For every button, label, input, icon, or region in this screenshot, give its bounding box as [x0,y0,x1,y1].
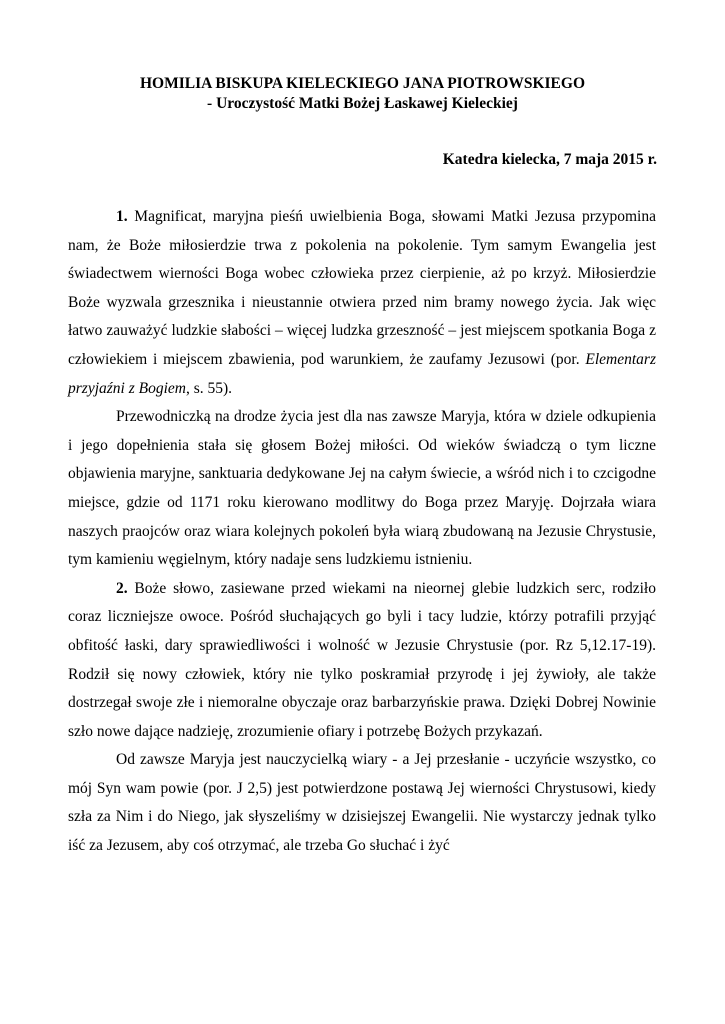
homily-subtitle: - Uroczystość Matki Bożej Łaskawej Kieleckiej [207,95,518,112]
place-and-date: Katedra kielecka, 7 maja 2015 r. [442,151,657,168]
paragraph-3-text: Boże słowo, zasiewane przed wiekami na nieornej glebie ludzkich serc, rodziło coraz liczniejsze owoce. Pośród słuchających go byli i tacy ludzie, którzy potrafili przyjąć obfitość łaski, dary sprawiedliwości i wolność w Jezusie Chrystusie (por. Rz 5,12.17-19). Rodził się nowy człowiek, który nie tylko poskramiał przyrodę i jej żywioły, ale także dostrzegał swoje złe i niemoralne obyczaje oraz barbarzyńskie prawa. Dzięki Dobrej Nowinie szło nowe dające nadzieję, zrozumienie ofiary i potrzebę Bożych przykazań. [68,579,656,740]
section-number-2: 2. [116,579,128,597]
section-number-1: 1. [116,208,128,225]
book-citation: Elementarz przyjaźni z Bogiem [68,350,656,397]
paragraph-3 [68,575,656,747]
paragraph-4: Od zawsze Maryja jest nauczycielką wiary - a Jej przesłanie - uczyńcie wszystko, co mój Syn wam powie (por. J 2,5) jest potwierdzone postawą Jej wierności Chrystusowi, kiedy szła za Nim i do Niego, jak słyszeliśmy w dzisiejszej Ewangelii. Nie wystarczy jednak tylko iść za Jezusem, aby coś otrzymać, ale trzeba Go słuchać i żyć [68,751,656,855]
paragraph-2: Przewodniczką na drodze życia jest dla nas zawsze Maryja, która w dziele odkupienia i jego dopełnienia stała się głosem Bożej miłości. Od wieków świadczą o tym liczne objawienia maryjne, sanktuaria dedykowane Jej na całym świecie, a wśród nich i to czcigodne miejsce, gdzie od 1171 roku kierowano modlitwy do Boga przez Maryję. Dojrzała wiara naszych praojców oraz wiara kolejnych pokoleń była wiarą zbudowaną na Jezusie Chrystusie, tym kamieniu węgielnym, który nadaje sens ludzkiemu istnieniu. [68,408,656,569]
paragraph-1-citation-page: , s. 55). [185,379,233,397]
homily-title: HOMILIA BISKUPA KIELECKIEGO JANA PIOTROWSKIEGO [140,75,585,92]
homily-body [68,203,656,861]
paragraph-1 [68,203,656,403]
paragraph-1-text: Magnificat, maryjna pieśń uwielbienia Boga, słowami Matki Jezusa przypomina nam, że Boże miłosierdzie trwa z pokolenia na pokolenie. Tym samym Ewangelia jest świadectwem wierności Boga wobec człowieka przez cierpienie, aż po krzyż. Miłosierdzie Boże wyzwala grzesznika i nieustannie otwiera przed nim bramy nowego życia. Jak więc łatwo zauważyć ludzkie słabości – więcej ludzka grzeszność – jest miejscem spotkania Boga z człowiekiem i miejscem zbawienia, pod warunkiem, że zaufamy Jezusowi (por. [68,208,656,368]
